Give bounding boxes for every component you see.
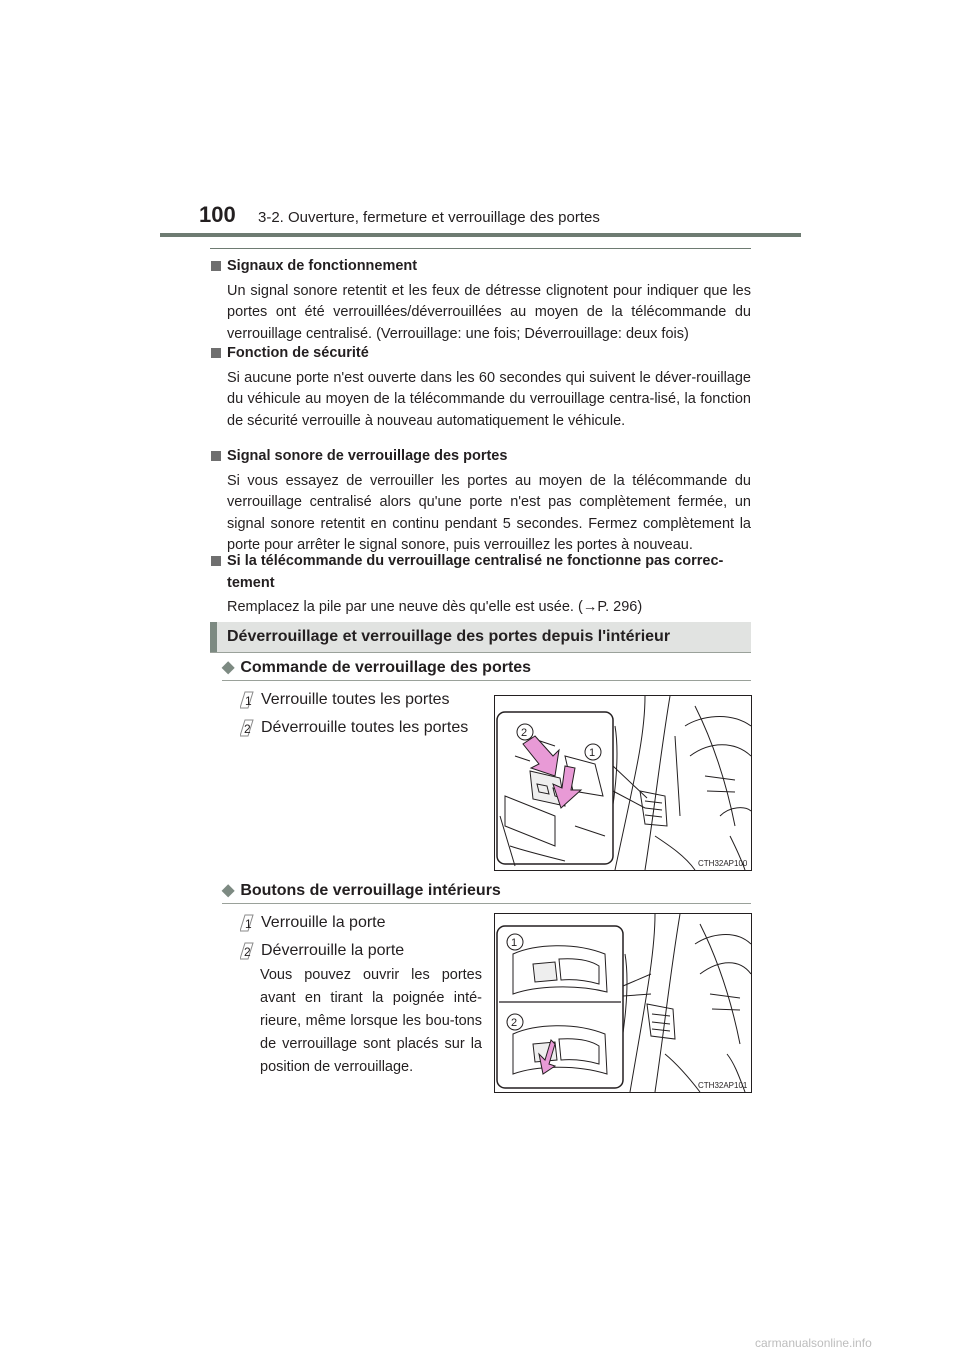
info-section-body: Si aucune porte n'est ouverte dans les 60 secondes qui suivent le déver-rouillage du véhicule au moyen de la télécommande du verrouillage centra-lisé, la fonction de sécurité verrouille à nouveau automatiquement le véhicule. (227, 369, 751, 429)
list-item (240, 914, 386, 932)
bullet-square-icon (211, 451, 221, 461)
info-section-title: Signal sonore de verrouillage des portes (227, 448, 508, 464)
info-section-security (211, 343, 751, 432)
section-heading: Déverrouillage et verrouillage des portes depuis l'intérieur (227, 628, 671, 645)
svg-text:2: 2 (244, 722, 251, 736)
info-section-body: Remplacez la pile par une neuve dès qu'elle est usée. (→P. 296) (227, 599, 643, 615)
figure-callout-1: 1 (589, 747, 596, 759)
svg-text:2: 2 (244, 945, 251, 959)
callout-number-icon (240, 942, 254, 960)
section-tab-marker (210, 622, 217, 652)
list-item-text: Verrouille toutes les portes (261, 691, 450, 708)
content-top-rule (210, 248, 751, 249)
bullet-square-icon (211, 348, 221, 358)
bullet-square-icon (211, 261, 221, 271)
bullet-square-icon (211, 556, 221, 566)
list-item (240, 942, 404, 960)
subsection-title: Boutons de verrouillage intérieurs (240, 882, 501, 899)
info-section-body: Si vous essayez de verrouiller les portes au moyen de la télécommande du verrouillage centralisé alors qu'une porte n'est pas complètement fermée, un signal sonore retentit en continu pendant 5 secondes. Fermez complètement la porte pour arrêter le signal sonore, puis verrouillez les portes à nouveau. (227, 472, 751, 553)
callout-number-icon (240, 691, 254, 709)
list-item-text: Déverrouille toutes les portes (261, 719, 469, 736)
figure-callout-1: 1 (511, 937, 518, 949)
diamond-icon: ◆ (222, 659, 235, 676)
info-section-body: Un signal sonore retentit et les feux de détresse clignotent pour indiquer que les portes ont été verrouillées/déverrouillées au moyen de la télécommande du verrouillage centralisé. (Verrouillage: une fois; Déverrouillage: deux fois) (227, 282, 751, 342)
subsection-rule (222, 680, 751, 681)
svg-text:1: 1 (245, 917, 252, 931)
info-section-signals (211, 256, 751, 345)
note-paragraph: Vous pouvez ouvrir les portes avant en tirant la poignée inté-rieure, même lorsque les bou-tons de verrouillage sont placés sur la position de verrouillage. (260, 967, 482, 1075)
subsection-heading (222, 880, 501, 900)
list-item-text: Déverrouille la porte (261, 942, 405, 959)
diamond-icon: ◆ (222, 882, 235, 899)
header-rule (160, 233, 801, 237)
door-lock-switch-figure (494, 695, 752, 871)
info-section-remote (211, 551, 751, 619)
info-section-buzzer (211, 446, 751, 557)
page-number: 100 (199, 202, 236, 227)
callout-number-icon (240, 719, 254, 737)
info-section-title: Signaux de fonctionnement (227, 258, 418, 274)
subsection-heading (222, 657, 531, 677)
interior-lock-button-figure (494, 913, 752, 1093)
info-section-title: Si la télécommande du verrouillage centralisé ne fonctionne pas correc-tement (227, 553, 724, 591)
list-item (240, 719, 468, 737)
figure-callout-2: 2 (511, 1017, 518, 1029)
callout-number-icon (240, 914, 254, 932)
subsection-title: Commande de verrouillage des portes (240, 659, 532, 676)
chapter-title: 3-2. Ouverture, fermeture et verrouillage des portes (258, 209, 600, 226)
list-item-text: Verrouille la porte (261, 914, 386, 931)
subsection-rule (222, 903, 751, 904)
info-section-title: Fonction de sécurité (227, 345, 369, 361)
section-heading-bar (210, 622, 751, 653)
list-item (240, 691, 450, 709)
figure-code: CTH32AP100 (698, 859, 748, 868)
svg-text:1: 1 (245, 694, 252, 708)
figure-callout-2: 2 (521, 727, 528, 739)
watermark: carmanualsonline.info (755, 1336, 872, 1350)
figure-code: CTH32AP101 (698, 1081, 748, 1090)
